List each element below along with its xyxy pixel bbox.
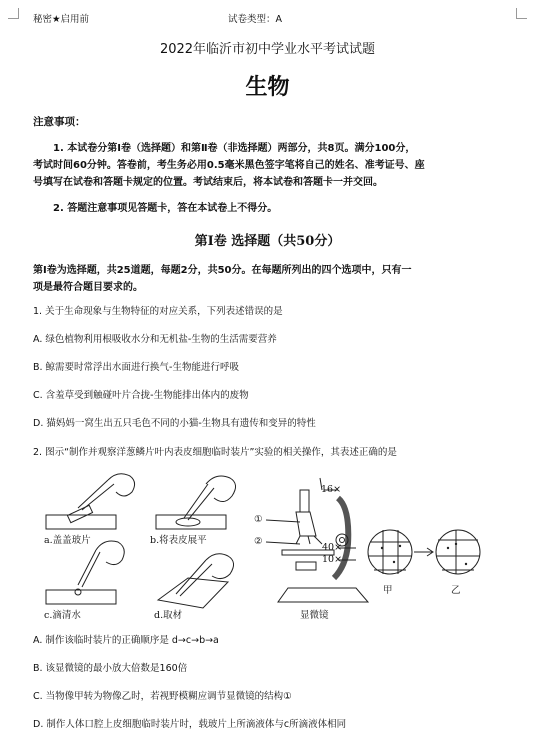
question-1-option-b: B. 鲸需要时常浮出水面进行换气-生物能进行呼吸 xyxy=(33,362,239,373)
step-d-label: d.取材 xyxy=(154,610,183,621)
notice-item-1-line: 号填写在试卷和答题卡规定的位置。考试结束后，将本试卷和答题卡一并交回。 xyxy=(33,177,383,188)
question-1-option-a: A. 绿色植物利用根吸收水分和无机盐-生物的生活需要营养 xyxy=(33,334,277,345)
question-1-option-c: C. 含羞草受到触碰叶片合拢-生物能排出体内的废物 xyxy=(33,390,249,401)
notice-item-1-line: 1. 本试卷分第Ⅰ卷（选择题）和第Ⅱ卷（非选择题）两部分，共8页。满分100分， xyxy=(53,143,416,154)
corner-mark-right xyxy=(516,8,527,19)
question-1-stem: 1. 关于生命现象与生物特征的对应关系，下列表述错误的是 xyxy=(33,306,283,317)
question-2-option-d: D. 制作人体口腔上皮细胞临时装片时，载玻片上所滴液体与c所滴液体相同 xyxy=(33,719,347,730)
notice-item-2: 2. 答题注意事项见答题卡，答在本试卷上不得分。 xyxy=(53,203,278,214)
step-c-drawing xyxy=(46,541,124,604)
step-d-drawing xyxy=(158,554,234,608)
secret-label: 秘密★启用前 xyxy=(33,14,90,25)
view-a-label: 甲 xyxy=(383,585,393,596)
microscope-drawing xyxy=(278,478,368,602)
exam-title: 2022年临沂市初中学业水平考试试题 xyxy=(159,42,376,57)
step-b-label: b.将表皮展平 xyxy=(150,535,207,546)
step-a-drawing xyxy=(46,474,135,529)
view-b-label: 乙 xyxy=(451,585,461,596)
step-b-drawing xyxy=(156,476,236,529)
notice-heading: 注意事项： xyxy=(33,116,86,128)
question-2-option-a: A. 制作该临时装片的正确顺序是 d→c→b→a xyxy=(33,635,219,646)
microscope-label: 显微镜 xyxy=(300,610,329,621)
question-2-option-b: B. 该显微镜的最小放大倍数是160倍 xyxy=(33,663,188,674)
experiment-illustration xyxy=(38,470,508,630)
view-dots xyxy=(381,543,467,565)
corner-mark-left xyxy=(8,8,19,19)
section-intro xyxy=(33,262,503,296)
notice-item-1-line: 考试时间60分钟。答卷前，考生务必用0.5毫米黑色签字笔将自己的姓名、准考证号、座 xyxy=(33,160,425,171)
question-2-stem: 2. 图示“制作并观察洋葱鳞片叶内表皮细胞临时装片”实验的相关操作，其表述正确的是 xyxy=(33,447,397,458)
question-1-option-d: D. 猫妈妈一窝生出五只毛色不同的小猫-生物具有遗传和变异的特性 xyxy=(33,418,316,429)
question-2-option-c: C. 当物像甲转为物像乙时，若视野模糊应调节显微镜的结构① xyxy=(33,691,292,702)
eyepiece-magnification: 16× xyxy=(321,484,342,495)
objective-high: 40× xyxy=(322,542,343,553)
subject-title: 生物 xyxy=(245,74,290,100)
marker-2: ② xyxy=(254,536,263,547)
section-intro-line: 第Ⅰ卷为选择题，共25道题，每题2分，共50分。在每题所列出的四个选项中，只有一 xyxy=(33,265,412,276)
question-2-figure xyxy=(38,470,508,630)
step-c-label: c.滴清水 xyxy=(44,610,81,621)
exam-type: 试卷类型：A xyxy=(228,14,282,25)
section-title: 第Ⅰ卷 选择题（共50分） xyxy=(194,234,341,249)
marker-1: ① xyxy=(254,514,263,525)
notice-item-1 xyxy=(33,140,503,191)
view-circles xyxy=(368,530,480,574)
step-a-label: a.盖盖玻片 xyxy=(44,535,91,546)
section-intro-line: 项是最符合题目要求的。 xyxy=(33,282,143,293)
objective-low: 10× xyxy=(322,554,343,565)
